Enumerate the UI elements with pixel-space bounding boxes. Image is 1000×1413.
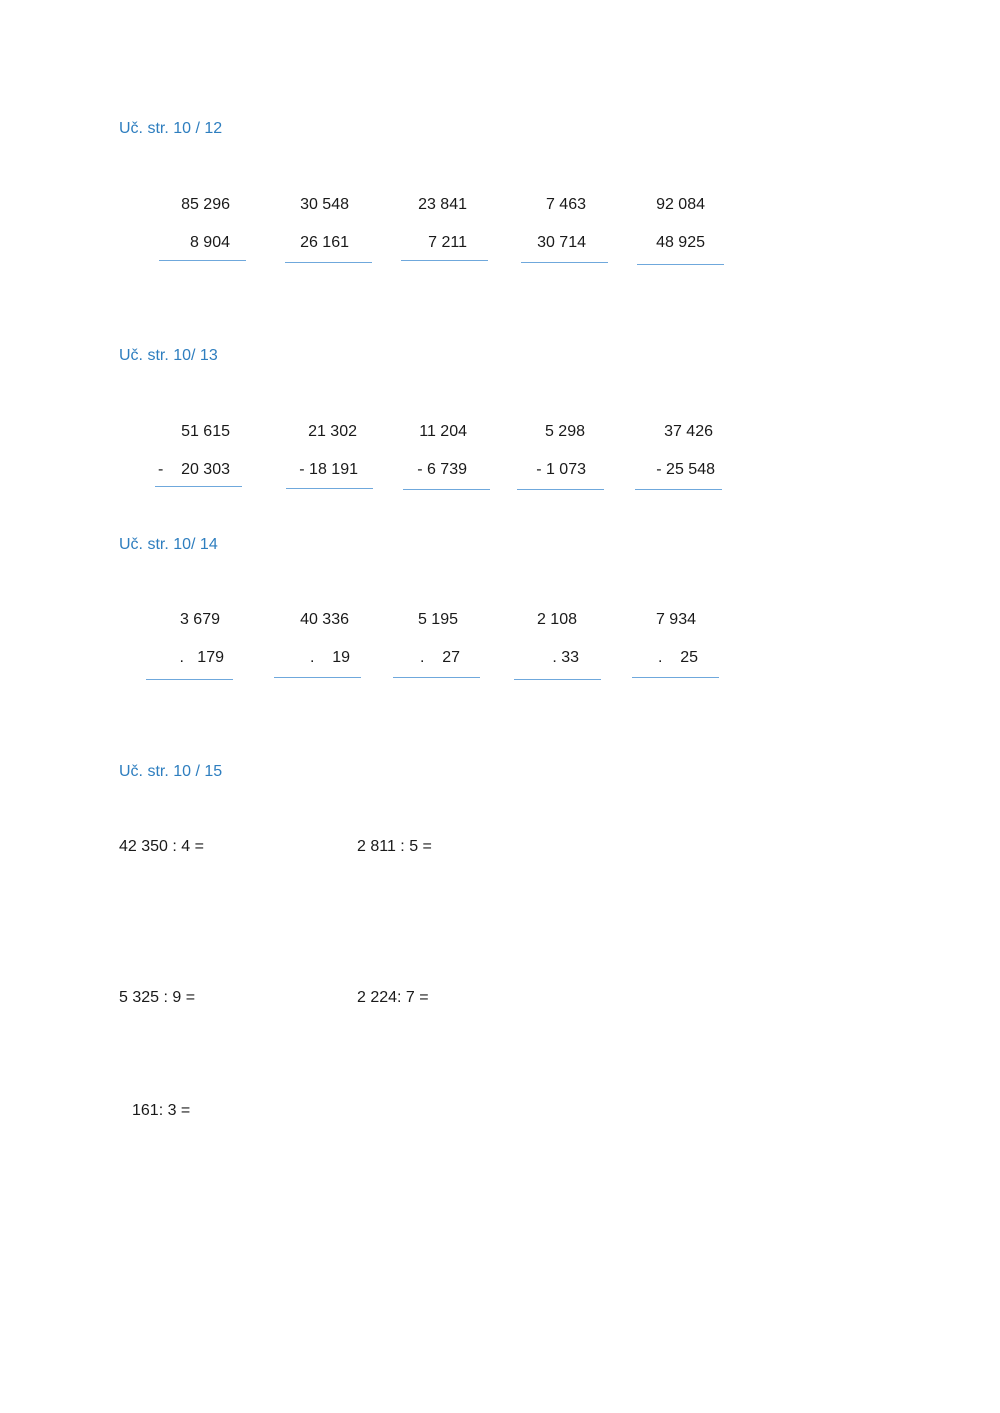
answer-line [285,262,372,263]
section-heading-12: Uč. str. 10 / 12 [119,120,223,137]
answer-line [635,489,722,490]
problem-bottom: 26 161 [300,234,349,251]
problem-top: 85 296 [181,196,230,213]
problem-top: 5 195 [417,611,458,628]
problem-top: 2 108 [536,611,577,628]
answer-line [637,264,724,265]
section-heading-15: Uč. str. 10 / 15 [119,763,223,780]
problem-bottom: - 20 303 [157,461,230,478]
division-task: 5 325 : 9 = [119,989,196,1006]
problem-top: 7 934 [655,611,696,628]
division-task: 42 350 : 4 = [119,838,204,855]
answer-line [146,679,233,680]
problem-bottom: . 27 [419,649,460,666]
problem-bottom: . 33 [552,649,579,666]
problem-bottom: - 25 548 [656,461,715,478]
problem-bottom: . 19 [309,649,350,666]
problem-top: 5 298 [544,423,585,440]
problem-bottom: 7 211 [428,234,467,251]
problem-bottom: . 25 [657,649,698,666]
problem-top: 3 679 [179,611,220,628]
answer-line [159,260,246,261]
answer-line [517,489,604,490]
answer-line [521,262,608,263]
section-heading-14: Uč. str. 10/ 14 [119,536,218,553]
problem-bottom: - 18 191 [299,461,358,478]
problem-top: 7 463 [545,196,586,213]
answer-line [155,486,242,487]
answer-line [393,677,480,678]
problem-top: 40 336 [300,611,349,628]
problem-bottom: 30 714 [537,234,586,251]
problem-top: 23 841 [418,196,467,213]
problem-bottom: . 179 [179,649,224,666]
division-task: 2 811 : 5 = [357,838,432,855]
problem-bottom: 48 925 [656,234,705,251]
answer-line [401,260,488,261]
answer-line [514,679,601,680]
problem-top: 92 084 [656,196,705,213]
answer-line [286,488,373,489]
problem-top: 11 204 [419,423,467,440]
problem-top: 51 615 [181,423,230,440]
answer-line [403,489,490,490]
problem-top: 21 302 [308,423,357,440]
division-task: 2 224: 7 = [357,989,429,1006]
answer-line [274,677,361,678]
problem-bottom: - 6 739 [417,461,467,478]
answer-line [632,677,719,678]
problem-bottom: - 1 073 [536,461,586,478]
division-task: 161: 3 = [132,1102,191,1119]
problem-bottom: 8 904 [189,234,230,251]
problem-top: 37 426 [664,423,713,440]
problem-top: 30 548 [300,196,349,213]
section-heading-13: Uč. str. 10/ 13 [119,347,218,364]
